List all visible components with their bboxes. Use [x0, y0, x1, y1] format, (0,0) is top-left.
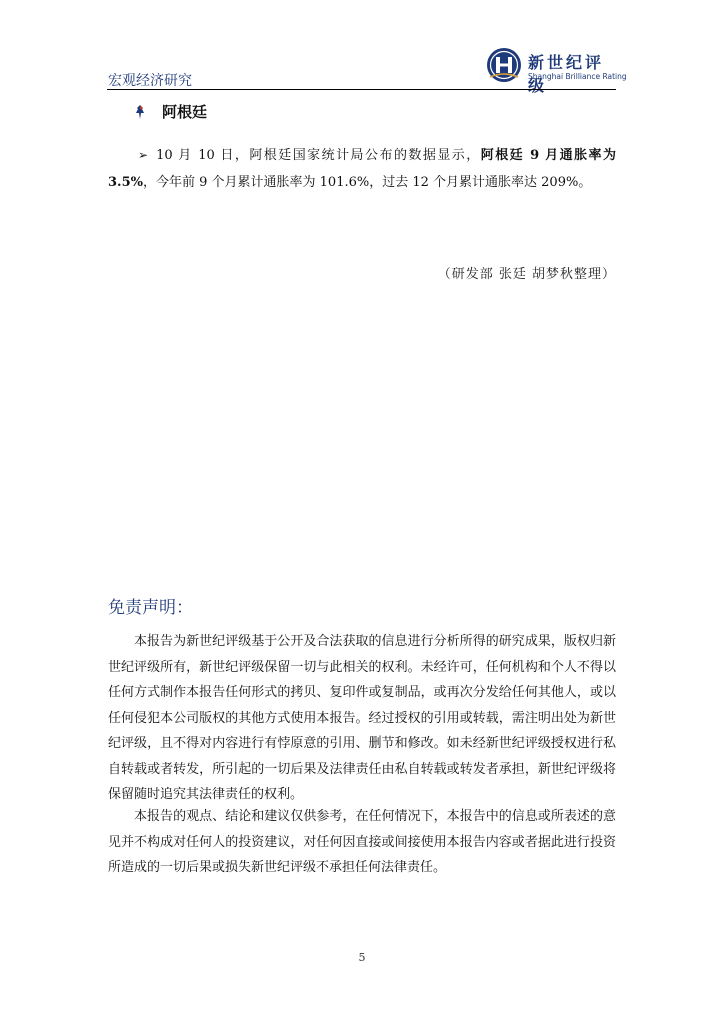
news-text-detail: ，今年前 9 个月累计通胀率为 101.6%，过去 12 个月累计通胀率达 209%。 [142, 175, 592, 190]
news-text-intro: 10 月 10 日，阿根廷国家统计局公布的数据显示， [156, 148, 481, 163]
news-text-highlight: 阿根廷 9 月通胀率为 3.5% [108, 148, 616, 190]
arrow-bullet-icon: ➢ [138, 148, 149, 162]
section-title: 阿根廷 [162, 103, 208, 121]
author-signature: （研发部 张廷 胡梦秋整理） [437, 267, 616, 282]
page-number: 5 [358, 951, 366, 964]
logo-english-name: Shanghai Brilliance Rating [528, 72, 627, 81]
logo-chinese-name: 新世纪评级 [528, 53, 605, 95]
disclaimer-title: 免责声明： [108, 598, 193, 618]
header-divider [107, 89, 616, 90]
disclaimer-paragraph-2: 本报告的观点、结论和建议仅供参考，在任何情况下，本报告中的信息或所表述的意见并不构成对任何人的投资建议，对任何因直接或间接使用本报告内容或者据此进行投资所造成的一切后果或损失新世纪评级不承担任何法律责任。 [108, 809, 616, 875]
seal-logo-icon [486, 47, 522, 83]
news-paragraph [108, 142, 616, 196]
disclaimer-paragraph-1: 本报告为新世纪评级基于公开及合法获取的信息进行分析所得的研究成果，版权归新世纪评级所有，新世纪评级保留一切与此相关的权利。未经许可，任何机构和个人不得以任何方式制作本报告任何形式的拷贝、复印件或复制品，或再次分发给任何其他人，或以任何侵犯本公司版权的其他方式使用本报告。经过授权的引用或转载，需注明出处为新世纪评级，且不得对内容进行有悖原意的引用、删节和修改。如未经新世纪评级授权进行私自转载或者转发，所引起的一切后果及法律责任由私自转载或转发者承担，新世纪评级将保留随时追究其法律责任的权利。 [108, 634, 616, 802]
company-logo [486, 47, 627, 95]
pushpin-icon [132, 104, 148, 120]
report-category-title: 宏观经济研究 [108, 73, 192, 89]
country-section-heading [132, 101, 207, 122]
